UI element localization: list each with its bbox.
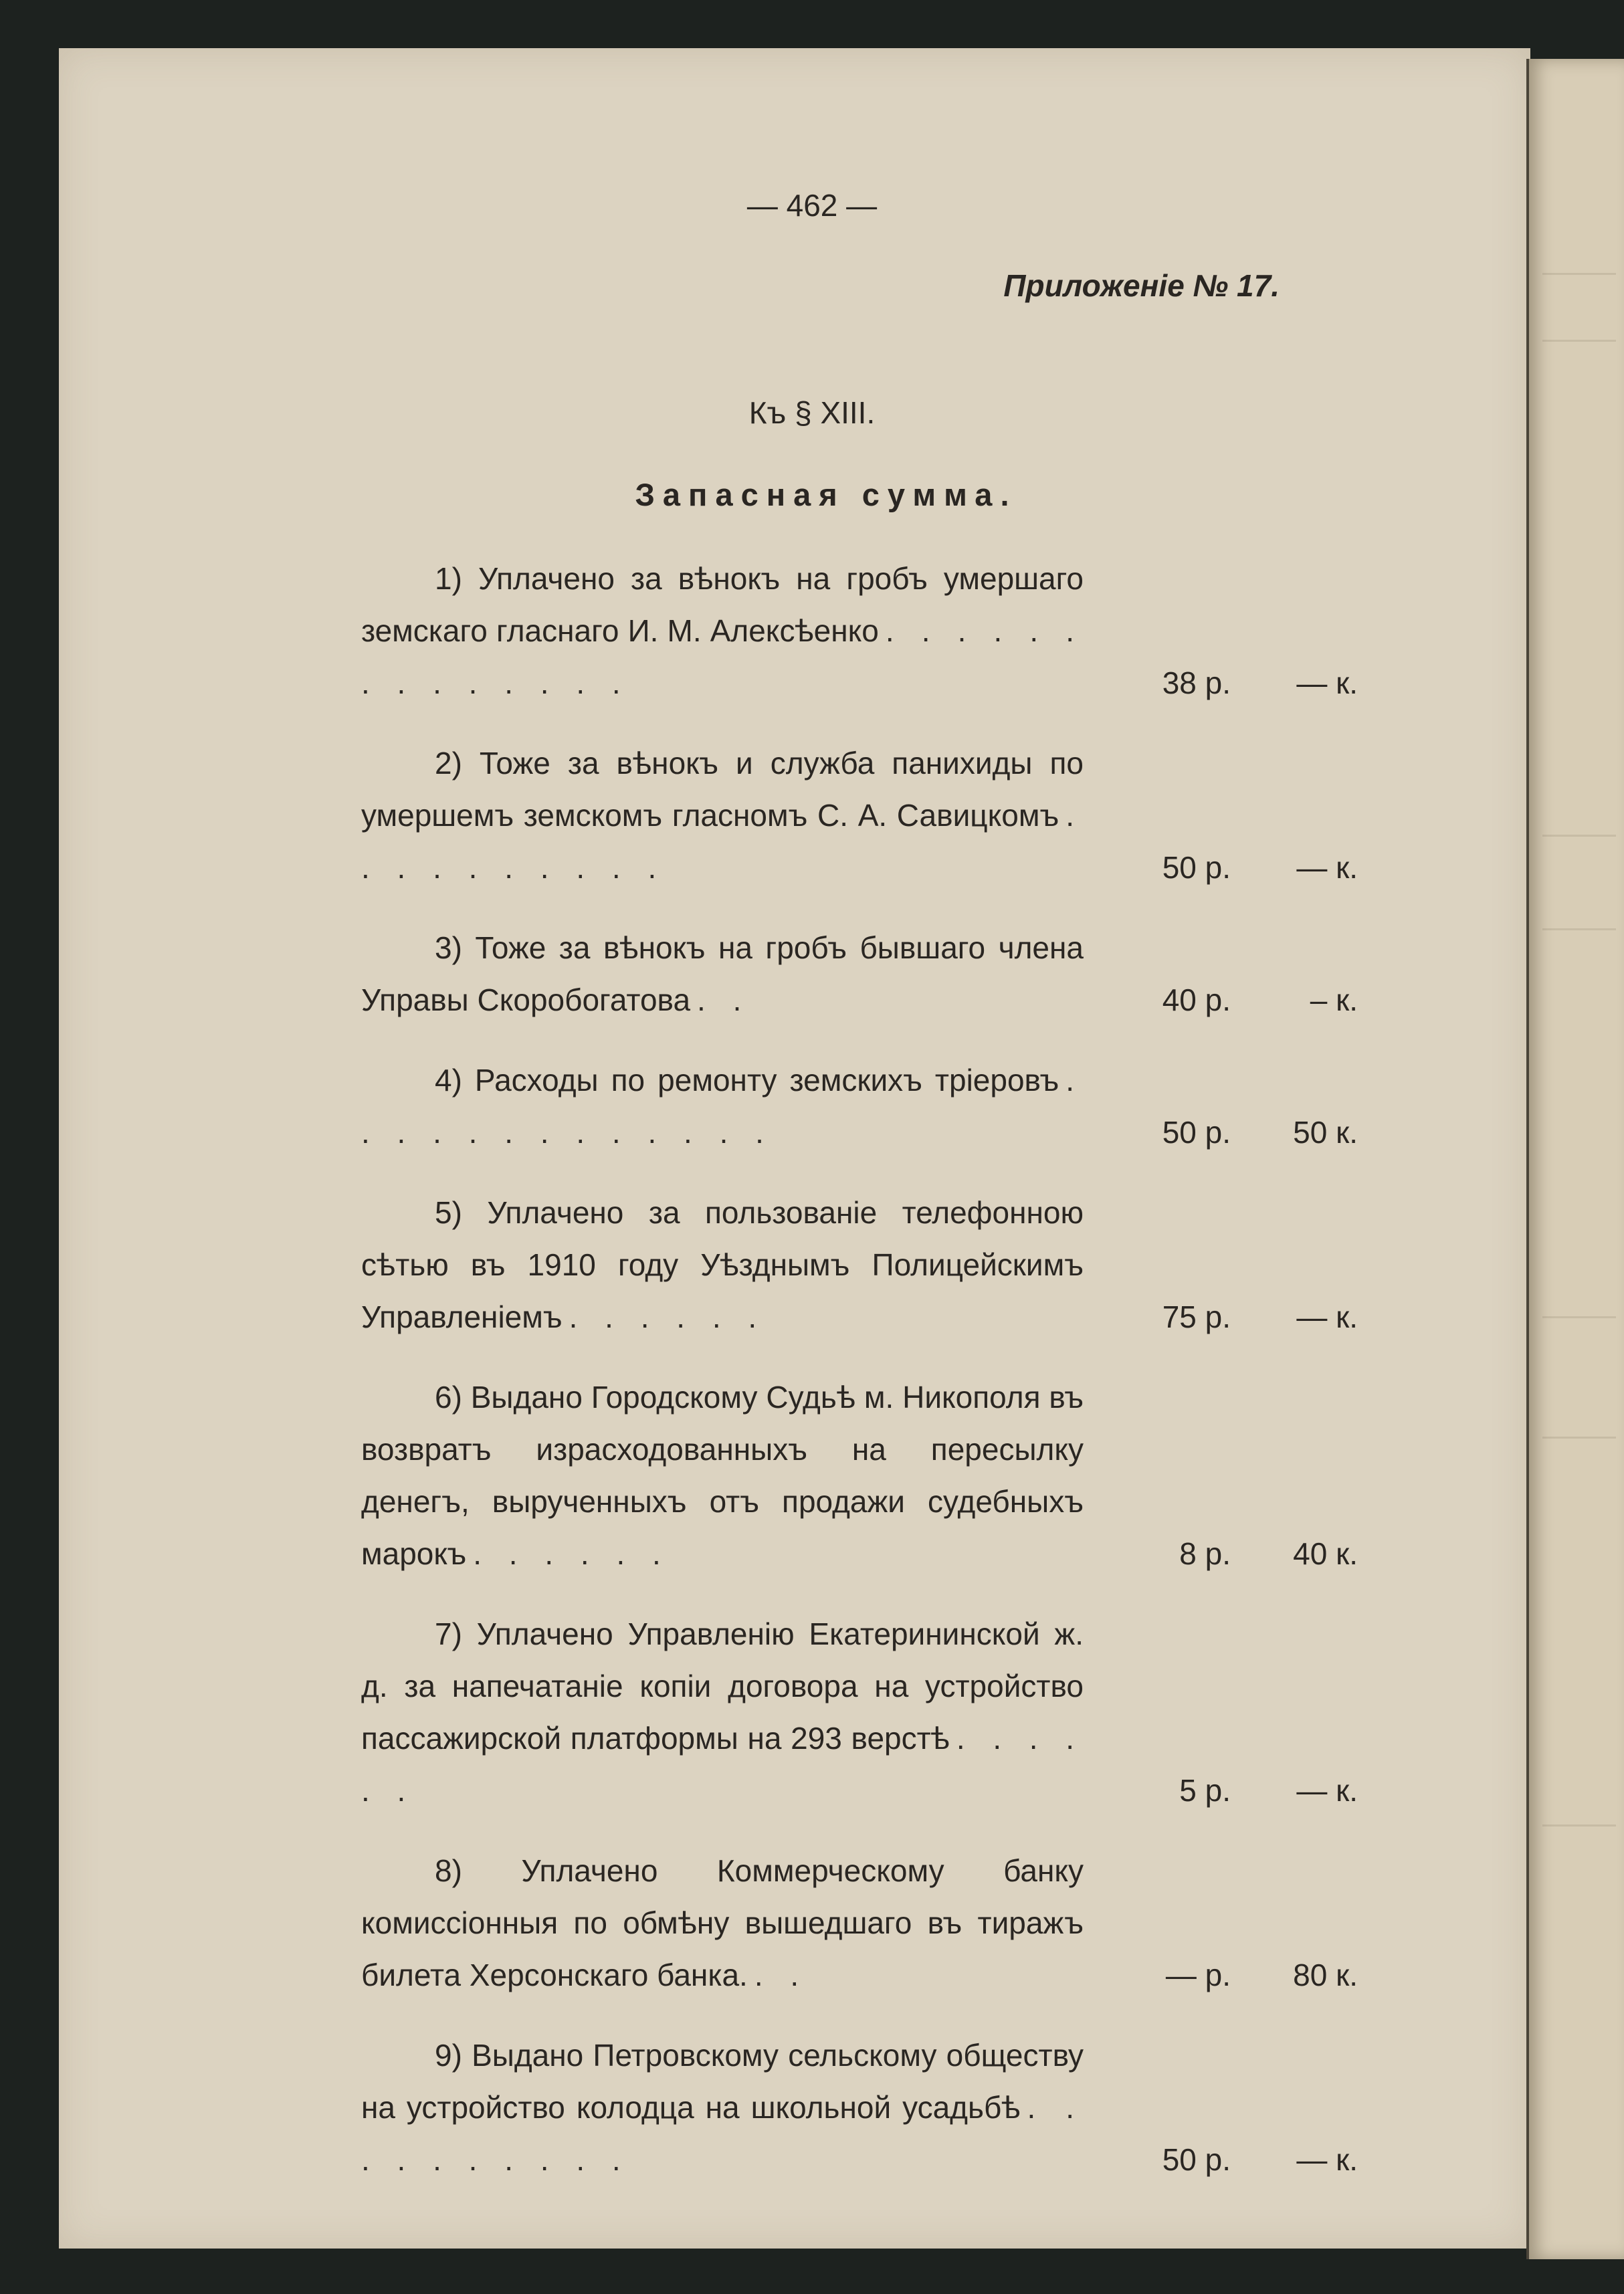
dot-leader: . . . . . . . . . . . . . xyxy=(361,1063,1084,1150)
expense-entry-6 xyxy=(361,1371,1358,1580)
entry-description: 1) Уплачено за вѣнокъ на гробъ умершаго земскаго гласнаго И. М. Алексѣенко xyxy=(361,561,1084,648)
section-heading: Къ § XIII. xyxy=(748,395,876,430)
entry-amount xyxy=(1104,841,1358,894)
dot-leader: . . . . . . xyxy=(569,1299,767,1334)
dot-leader: . . xyxy=(697,982,751,1017)
amount-rubles: 50 р. xyxy=(1162,1115,1231,1150)
amount-rubles: 75 р. xyxy=(1162,1299,1231,1334)
entry-description: 3) Тоже за вѣнокъ на гробъ бывшаго члена Управы Скоробогатова xyxy=(361,930,1084,1017)
amount-rubles: 38 р. xyxy=(1162,665,1231,700)
amount-kopecks: 40 к. xyxy=(1293,1536,1358,1571)
document-title: Запасная сумма. xyxy=(635,477,1017,512)
dot-leader: . . . . . . . . . . xyxy=(361,798,1084,885)
dot-leader: . . . . . . xyxy=(473,1536,670,1571)
entry-description: 7) Уплачено Управленiю Екатерининской ж. д. за напечатанiе копiи договора на устройство пассажирской платформы на 293 верстѣ xyxy=(361,1617,1084,1756)
amount-kopecks: 50 к. xyxy=(1293,1115,1358,1150)
amount-rubles: 8 р. xyxy=(1179,1536,1231,1571)
expense-entry-4 xyxy=(361,1054,1358,1158)
amount-kopecks: — к. xyxy=(1296,2142,1358,2177)
amount-rubles: — р. xyxy=(1165,1958,1231,1992)
entry-amount xyxy=(1104,1291,1358,1343)
page-number: — 462 — xyxy=(746,188,878,223)
entry-amount xyxy=(1104,974,1358,1026)
entry-description: 6) Выдано Городскому Судьѣ м. Никополя въ возвратъ израсходованныхъ на пересылку денегъ, вырученныхъ отъ продажи судебныхъ марокъ xyxy=(361,1380,1084,1571)
entry-amount xyxy=(1104,1528,1358,1580)
entry-description: 5) Уплачено за пользованiе телефонною сѣтью въ 1910 году Уѣзднымъ Полицейскимъ Управленiемъ xyxy=(361,1195,1084,1334)
entry-amount xyxy=(1104,1764,1358,1816)
amount-rubles: 50 р. xyxy=(1162,2142,1231,2177)
entry-description: 9) Выдано Петровскому сельскому обществу на устройство колодца на школьной усадьбѣ xyxy=(361,2038,1084,2125)
amount-rubles: 40 р. xyxy=(1162,982,1231,1017)
amount-kopecks: — к. xyxy=(1296,1773,1358,1808)
expense-entry-1 xyxy=(361,552,1358,709)
expense-entry-9 xyxy=(361,2029,1358,2186)
dot-leader: . . . . . . xyxy=(361,1721,1084,1808)
expense-entry-2 xyxy=(361,737,1358,894)
amount-kopecks: — к. xyxy=(1296,1299,1358,1334)
amount-kopecks: 80 к. xyxy=(1293,1958,1358,1992)
entry-amount xyxy=(1104,1949,1358,2001)
amount-kopecks: — к. xyxy=(1296,665,1358,700)
amount-rubles: 50 р. xyxy=(1162,850,1231,885)
expense-entry-8 xyxy=(361,1845,1358,2001)
entry-description: 2) Тоже за вѣнокъ и служба панихиды по умершемъ земскомъ гласномъ С. А. Савицкомъ xyxy=(361,746,1084,833)
entry-amount xyxy=(1104,2133,1358,2186)
entry-amount xyxy=(1104,657,1358,709)
expense-list xyxy=(361,552,1358,2214)
amount-kopecks: — к. xyxy=(1296,850,1358,885)
dot-leader: . . . . . . . . . . . . . . xyxy=(361,613,1084,700)
dot-leader: . . . . . . . . . . xyxy=(361,2090,1084,2177)
entry-amount xyxy=(1104,1106,1358,1158)
amount-kopecks: – к. xyxy=(1310,982,1358,1017)
amount-rubles: 5 р. xyxy=(1179,1773,1231,1808)
expense-entry-5 xyxy=(361,1186,1358,1343)
expense-entry-3 xyxy=(361,922,1358,1026)
entry-description: 8) Уплачено Коммерческому банку комиссiонныя по обмѣну вышедшаго въ тиражъ билета Херсонскаго банка. xyxy=(361,1853,1084,1992)
adjacent-page-edge xyxy=(1526,59,1624,2259)
dot-leader: . . xyxy=(754,1958,809,1992)
expense-entry-7 xyxy=(361,1608,1358,1816)
entry-description: 4) Расходы по ремонту земскихъ трiеровъ xyxy=(435,1063,1059,1098)
appendix-label: Приложенiе № 17. xyxy=(1003,268,1280,303)
